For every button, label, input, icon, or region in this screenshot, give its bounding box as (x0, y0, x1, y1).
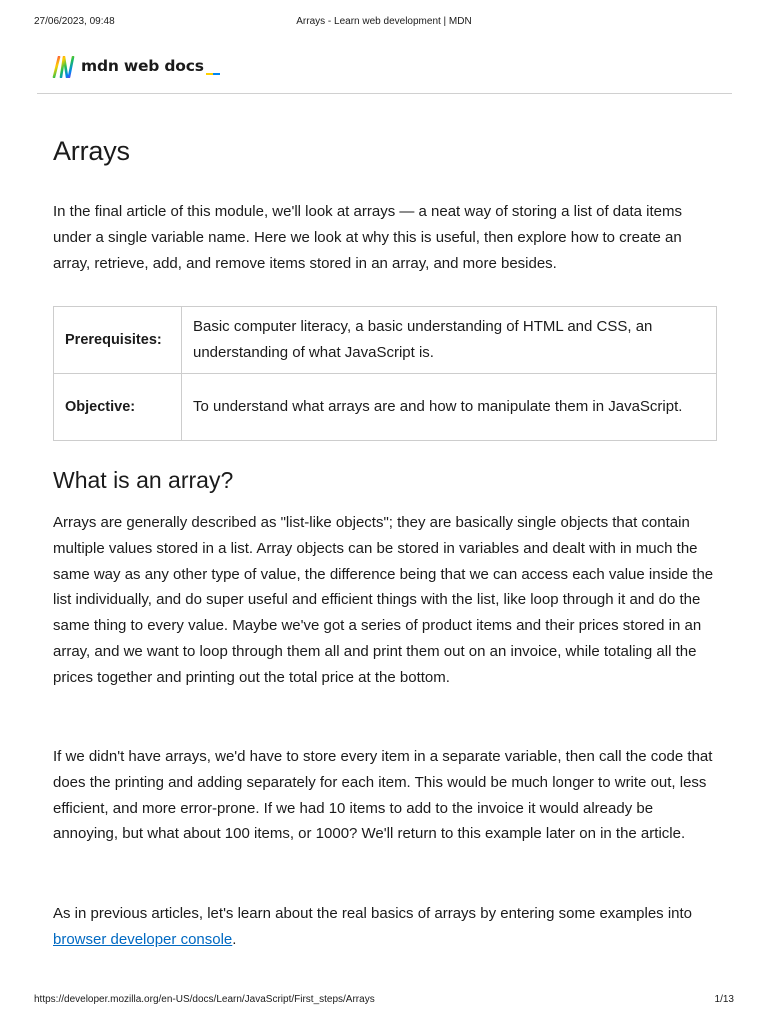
table-row (54, 374, 717, 441)
section-heading: What is an array? (53, 467, 234, 493)
logo-text: mdn web docs (81, 57, 204, 75)
objective-label: Objective: (54, 374, 182, 441)
logo-underscore (206, 73, 220, 75)
print-page-number: 1/13 (714, 994, 734, 1005)
paragraph-3 (53, 901, 717, 953)
prerequisites-value: Basic computer literacy, a basic understanding of HTML and CSS, an understanding of what JavaScript is. (182, 307, 717, 374)
paragraph-2: If we didn't have arrays, we'd have to store every item in a separate variable, then call the code that does the printing and adding separately for each item. This would be much longer to write out, less efficient, and more error-prone. If we had 10 items to add to the invoice it would already be annoying, but what about 100 items, or 1000? We'll return to this example later on in the article. (53, 748, 713, 843)
paragraph-1: Arrays are generally described as "list-like objects"; they are basically single objects that contain multiple values stored in a list. Array objects can be stored in variables and dealt with in much the same way as any other type of value, the difference being that we can access each value inside the list individually, and do super useful and efficient things with the list, like loop through it and do the same thing to every value. Maybe we've got a series of product items and their prices stored in an array, and we want to loop through them all and print them out on an invoice, while totaling all the prices together and printing out the total price at the bottom. (53, 514, 714, 686)
print-datetime: 27/06/2023, 09:48 (34, 16, 115, 27)
table-row (54, 307, 717, 374)
info-table (53, 306, 717, 441)
print-url: https://developer.mozilla.org/en-US/docs/Learn/JavaScript/First_steps/Arrays (34, 994, 375, 1005)
mdn-m-icon (52, 56, 76, 78)
paragraph-3-text: As in previous articles, let's learn about the real basics of arrays by entering some examples into (53, 905, 693, 922)
print-page-title: Arrays - Learn web development | MDN (296, 16, 472, 27)
prerequisites-label: Prerequisites: (54, 307, 182, 374)
page-title: Arrays (53, 136, 130, 166)
paragraph-3-end: . (232, 930, 237, 948)
intro-paragraph: In the final article of this module, we'll look at arrays — a neat way of storing a list of data items under a single variable name. Here we look at why this is useful, then explore how to create an array, retrieve, add, and remove items stored in an array, and more besides. (53, 203, 682, 272)
objective-value: To understand what arrays are and how to manipulate them in JavaScript. (182, 374, 717, 441)
mdn-logo[interactable] (52, 55, 220, 79)
browser-console-link[interactable]: browser developer console (53, 930, 233, 948)
header-divider (37, 93, 732, 94)
